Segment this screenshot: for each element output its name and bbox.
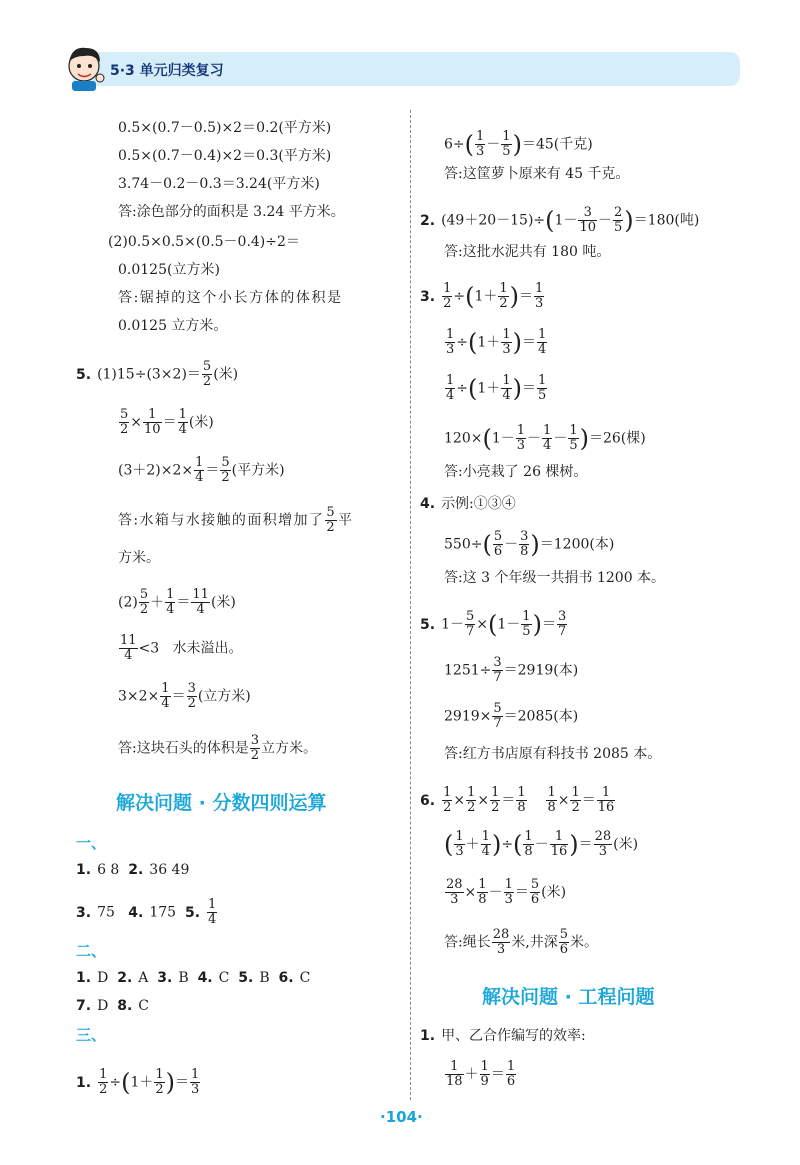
fraction: $\frac{1}{2}$ <box>99 1067 108 1097</box>
answer-row: 1. D 2. A 3. B 4. C 5. B 6. C <box>76 970 311 986</box>
calc-line: 0.0125(立方米) <box>118 262 220 278</box>
fraction: $\frac{5}{6}$ <box>530 877 540 907</box>
fraction: $\frac{1}{9}$ <box>480 1059 489 1089</box>
question-5 <box>76 360 238 389</box>
calc-line: 1251÷ $\frac{3}{7}$ ＝2919(本) <box>444 655 579 685</box>
fraction: $\frac{1}{2}$ <box>443 785 452 815</box>
fraction: $\frac{1}{4}$ <box>161 681 170 711</box>
work-question-1: 1. 甲、乙合作编写的效率: <box>420 1028 586 1044</box>
answer-row: 3. 75 4. 175 5. $\frac{1}{4}$ <box>76 897 217 927</box>
answer-row: 1. 6 8 2. 36 49 <box>76 862 190 878</box>
question-5-right: 5. 1－ $\frac{5}{7}$ ×(1－ $\frac{1}{5}$ )＝ $\frac{3}{7}$ <box>420 609 567 639</box>
fraction: $\frac{1}{5}$ <box>537 373 547 403</box>
fraction: $\frac{5}{2}$ <box>139 587 149 617</box>
calc-line: $\frac{1}{18}$ ＋ $\frac{1}{9}$ ＝ $\frac{1}{6}$ <box>446 1059 516 1089</box>
boy-mascot-icon <box>62 44 108 92</box>
fraction: $\frac{1}{10}$ <box>144 407 161 437</box>
fraction: $\frac{1}{4}$ <box>166 587 175 617</box>
expression: (1)15÷(3×2)＝ <box>97 366 201 383</box>
question-2: 2. (49＋20－15)÷(1－ $\frac{3}{10}$ － $\frac{2}{5}$ )＝180(吨) <box>420 205 700 235</box>
page-number: ·104· <box>380 1108 423 1126</box>
calc-line: 550÷( $\frac{5}{6}$ － $\frac{3}{8}$ )＝1200(本) <box>444 529 615 559</box>
fraction: $\frac{1}{2}$ <box>155 1067 164 1097</box>
question-6: 6. $\frac{1}{2}$ × $\frac{1}{2}$ × $\frac{1}{2}$ ＝ $\frac{1}{8}$ $\frac{1}{8}$ × $\frac{1}{2}$ ＝ $\frac{1}{16}$ <box>420 785 615 815</box>
calc-line: $\frac{1}{4}$ ÷(1＋ $\frac{1}{4}$ )＝ $\frac{1}{5}$ <box>446 373 547 403</box>
part-label: 一、 <box>76 834 107 852</box>
section-title: 解决问题 · 工程问题 <box>482 986 655 1008</box>
fraction: $\frac{1}{4}$ <box>208 897 217 927</box>
calc-line: (3＋2)×2× $\frac{1}{4}$ ＝ $\frac{5}{2}$ (平方米) <box>118 455 285 485</box>
fraction: $\frac{3}{10}$ <box>579 205 597 235</box>
calc-line: $\frac{1}{3}$ ÷(1＋ $\frac{1}{3}$ )＝ $\frac{1}{4}$ <box>446 327 547 357</box>
fraction: $\frac{1}{2}$ <box>571 785 580 815</box>
answer-line: 方米。 <box>118 550 160 566</box>
fraction: $\frac{1}{16}$ <box>597 785 615 815</box>
answer-row: 7. D 8. C <box>76 998 149 1014</box>
calc-line: (2)0.5×0.5×(0.5－0.4)÷2＝ <box>108 234 300 250</box>
answer-line: 答:这批水泥共有 180 吨。 <box>444 244 611 260</box>
answer-line: 0.0125 立方米。 <box>118 318 228 334</box>
fraction: $\frac{1}{16}$ <box>550 829 568 859</box>
calc-line: 3×2× $\frac{1}{4}$ ＝ $\frac{3}{2}$ (立方米) <box>118 681 251 711</box>
fraction: $\frac{1}{2}$ <box>443 281 452 311</box>
fraction: $\frac{1}{8}$ <box>547 785 556 815</box>
fraction: $\frac{1}{5}$ <box>522 609 531 639</box>
fraction: $\frac{1}{6}$ <box>506 1059 516 1089</box>
fraction: $\frac{11}{4}$ <box>192 587 209 617</box>
answer-row: 1. $\frac{1}{2}$ ÷(1＋ $\frac{1}{2}$ )＝ $\frac{1}{3}$ <box>76 1067 200 1097</box>
answer-line: 答:这 3 个年级一共捐书 1200 本。 <box>444 570 666 586</box>
question-number: 5. <box>76 366 92 383</box>
fraction: $\frac{5}{7}$ <box>493 701 502 731</box>
calc-line: $\frac{5}{2}$ × $\frac{1}{10}$ ＝ $\frac{1}{4}$ (米) <box>120 407 214 437</box>
fraction: $\frac{5}{7}$ <box>465 609 475 639</box>
fraction: $\frac{1}{3}$ <box>446 327 455 357</box>
header-title: 5·3 单元归类复习 <box>110 63 224 79</box>
fraction: $\frac{1}{4}$ <box>537 327 547 357</box>
fraction: $\frac{1}{4}$ <box>446 373 455 403</box>
fraction: $\frac{3}{7}$ <box>557 609 567 639</box>
fraction: $\frac{1}{2}$ <box>491 785 500 815</box>
answer-line: 答:涂色部分的面积是 3.24 平方米。 <box>118 204 345 220</box>
fraction: $\frac{1}{3}$ <box>516 423 526 453</box>
answer-line: 答:锯掉的这个小长方体的体积是 <box>118 290 343 306</box>
part-label: 三、 <box>76 1026 107 1044</box>
answer-line: 答:红方书店原有科技书 2085 本。 <box>444 746 662 762</box>
fraction: $\frac{28}{3}$ <box>446 877 463 907</box>
fraction: $\frac{5}{6}$ <box>493 529 503 559</box>
answer-line: 答:这块石头的体积是 $\frac{3}{2}$ 立方米。 <box>118 733 317 763</box>
fraction: $\frac{1}{4}$ <box>178 407 187 437</box>
column-divider <box>410 110 411 1100</box>
fraction: $\frac{11}{4}$ <box>120 633 137 663</box>
calc-line: $\frac{28}{3}$ × $\frac{1}{8}$ － $\frac{1}{3}$ ＝ $\frac{5}{6}$ (米) <box>446 877 567 907</box>
calc-line: 6÷( $\frac{1}{3}$ － $\frac{1}{5}$ )＝45(千克) <box>444 129 593 159</box>
fraction: $\frac{5}{2}$ <box>202 359 212 389</box>
answer-line: 答:水箱与水接触的面积增加了 $\frac{5}{2}$ 平 <box>118 505 354 535</box>
fraction: $\frac{5}{2}$ <box>221 455 230 485</box>
fraction: $\frac{1}{3}$ <box>476 129 485 159</box>
unit: (米) <box>213 366 239 383</box>
fraction: $\frac{28}{3}$ <box>492 927 510 957</box>
calc-line: 3.74－0.2－0.3＝3.24(平方米) <box>118 176 320 192</box>
section-title: 解决问题 · 分数四则运算 <box>116 792 327 814</box>
fraction: $\frac{3}{2}$ <box>250 733 259 763</box>
calc-line: 0.5×(0.7－0.5)×2＝0.2(平方米) <box>118 120 332 136</box>
answer-line: 答:绳长 $\frac{28}{3}$ 米,井深 $\frac{5}{6}$ 米。 <box>444 927 598 957</box>
part-label: 二、 <box>76 942 107 960</box>
fraction: $\frac{1}{2}$ <box>467 785 476 815</box>
calc-line: ( $\frac{1}{3}$ ＋ $\frac{1}{4}$ )÷( $\frac{1}{8}$ － $\frac{1}{16}$ )＝ $\frac{28}{3}$ (米) <box>444 829 639 859</box>
fraction: $\frac{5}{2}$ <box>326 505 336 535</box>
calc-line: (2) $\frac{5}{2}$ ＋ $\frac{1}{4}$ ＝ $\frac{11}{4}$ (米) <box>118 587 236 617</box>
fraction: $\frac{3}{7}$ <box>493 655 502 685</box>
answer-line: 答:这筐萝卜原来有 45 千克。 <box>444 166 630 182</box>
fraction: $\frac{1}{4}$ <box>195 455 204 485</box>
fraction: $\frac{28}{3}$ <box>594 829 612 859</box>
fraction: $\frac{1}{3}$ <box>502 327 511 357</box>
fraction: $\frac{3}{8}$ <box>520 529 529 559</box>
fraction: $\frac{1}{8}$ <box>524 829 533 859</box>
answer-line: 答:小亮栽了 26 棵树。 <box>444 464 588 480</box>
fraction: $\frac{1}{2}$ <box>499 281 508 311</box>
fraction: $\frac{1}{3}$ <box>535 281 544 311</box>
fraction: $\frac{1}{5}$ <box>569 423 578 453</box>
question-4: 4. 示例:①③④ <box>420 496 516 512</box>
fraction: $\frac{1}{5}$ <box>502 129 511 159</box>
calc-line: 0.5×(0.7－0.4)×2＝0.3(平方米) <box>118 148 332 164</box>
calc-line: 120×(1－ $\frac{1}{3}$ － $\frac{1}{4}$ － $\frac{1}{5}$ )＝26(棵) <box>444 423 646 453</box>
fraction: $\frac{1}{3}$ <box>191 1067 200 1097</box>
fraction: $\frac{5}{6}$ <box>559 927 568 957</box>
question-3: 3. $\frac{1}{2}$ ÷(1＋ $\frac{1}{2}$ )＝ $\frac{1}{3}$ <box>420 281 544 311</box>
fraction: $\frac{1}{4}$ <box>502 373 511 403</box>
calc-line: $\frac{11}{4}$ <3 水未溢出。 <box>120 633 243 663</box>
fraction: $\frac{3}{2}$ <box>187 681 196 711</box>
fraction: $\frac{1}{18}$ <box>446 1059 463 1089</box>
fraction: $\frac{1}{4}$ <box>543 423 552 453</box>
fraction: $\frac{1}{3}$ <box>504 877 513 907</box>
fraction: $\frac{5}{2}$ <box>120 407 129 437</box>
fraction: $\frac{1}{8}$ <box>517 785 526 815</box>
fraction: $\frac{1}{4}$ <box>481 829 490 859</box>
fraction: $\frac{1}{8}$ <box>478 877 487 907</box>
fraction: $\frac{1}{3}$ <box>455 829 464 859</box>
fraction: $\frac{2}{5}$ <box>614 205 623 235</box>
calc-line: 2919× $\frac{5}{7}$ ＝2085(本) <box>444 701 579 731</box>
